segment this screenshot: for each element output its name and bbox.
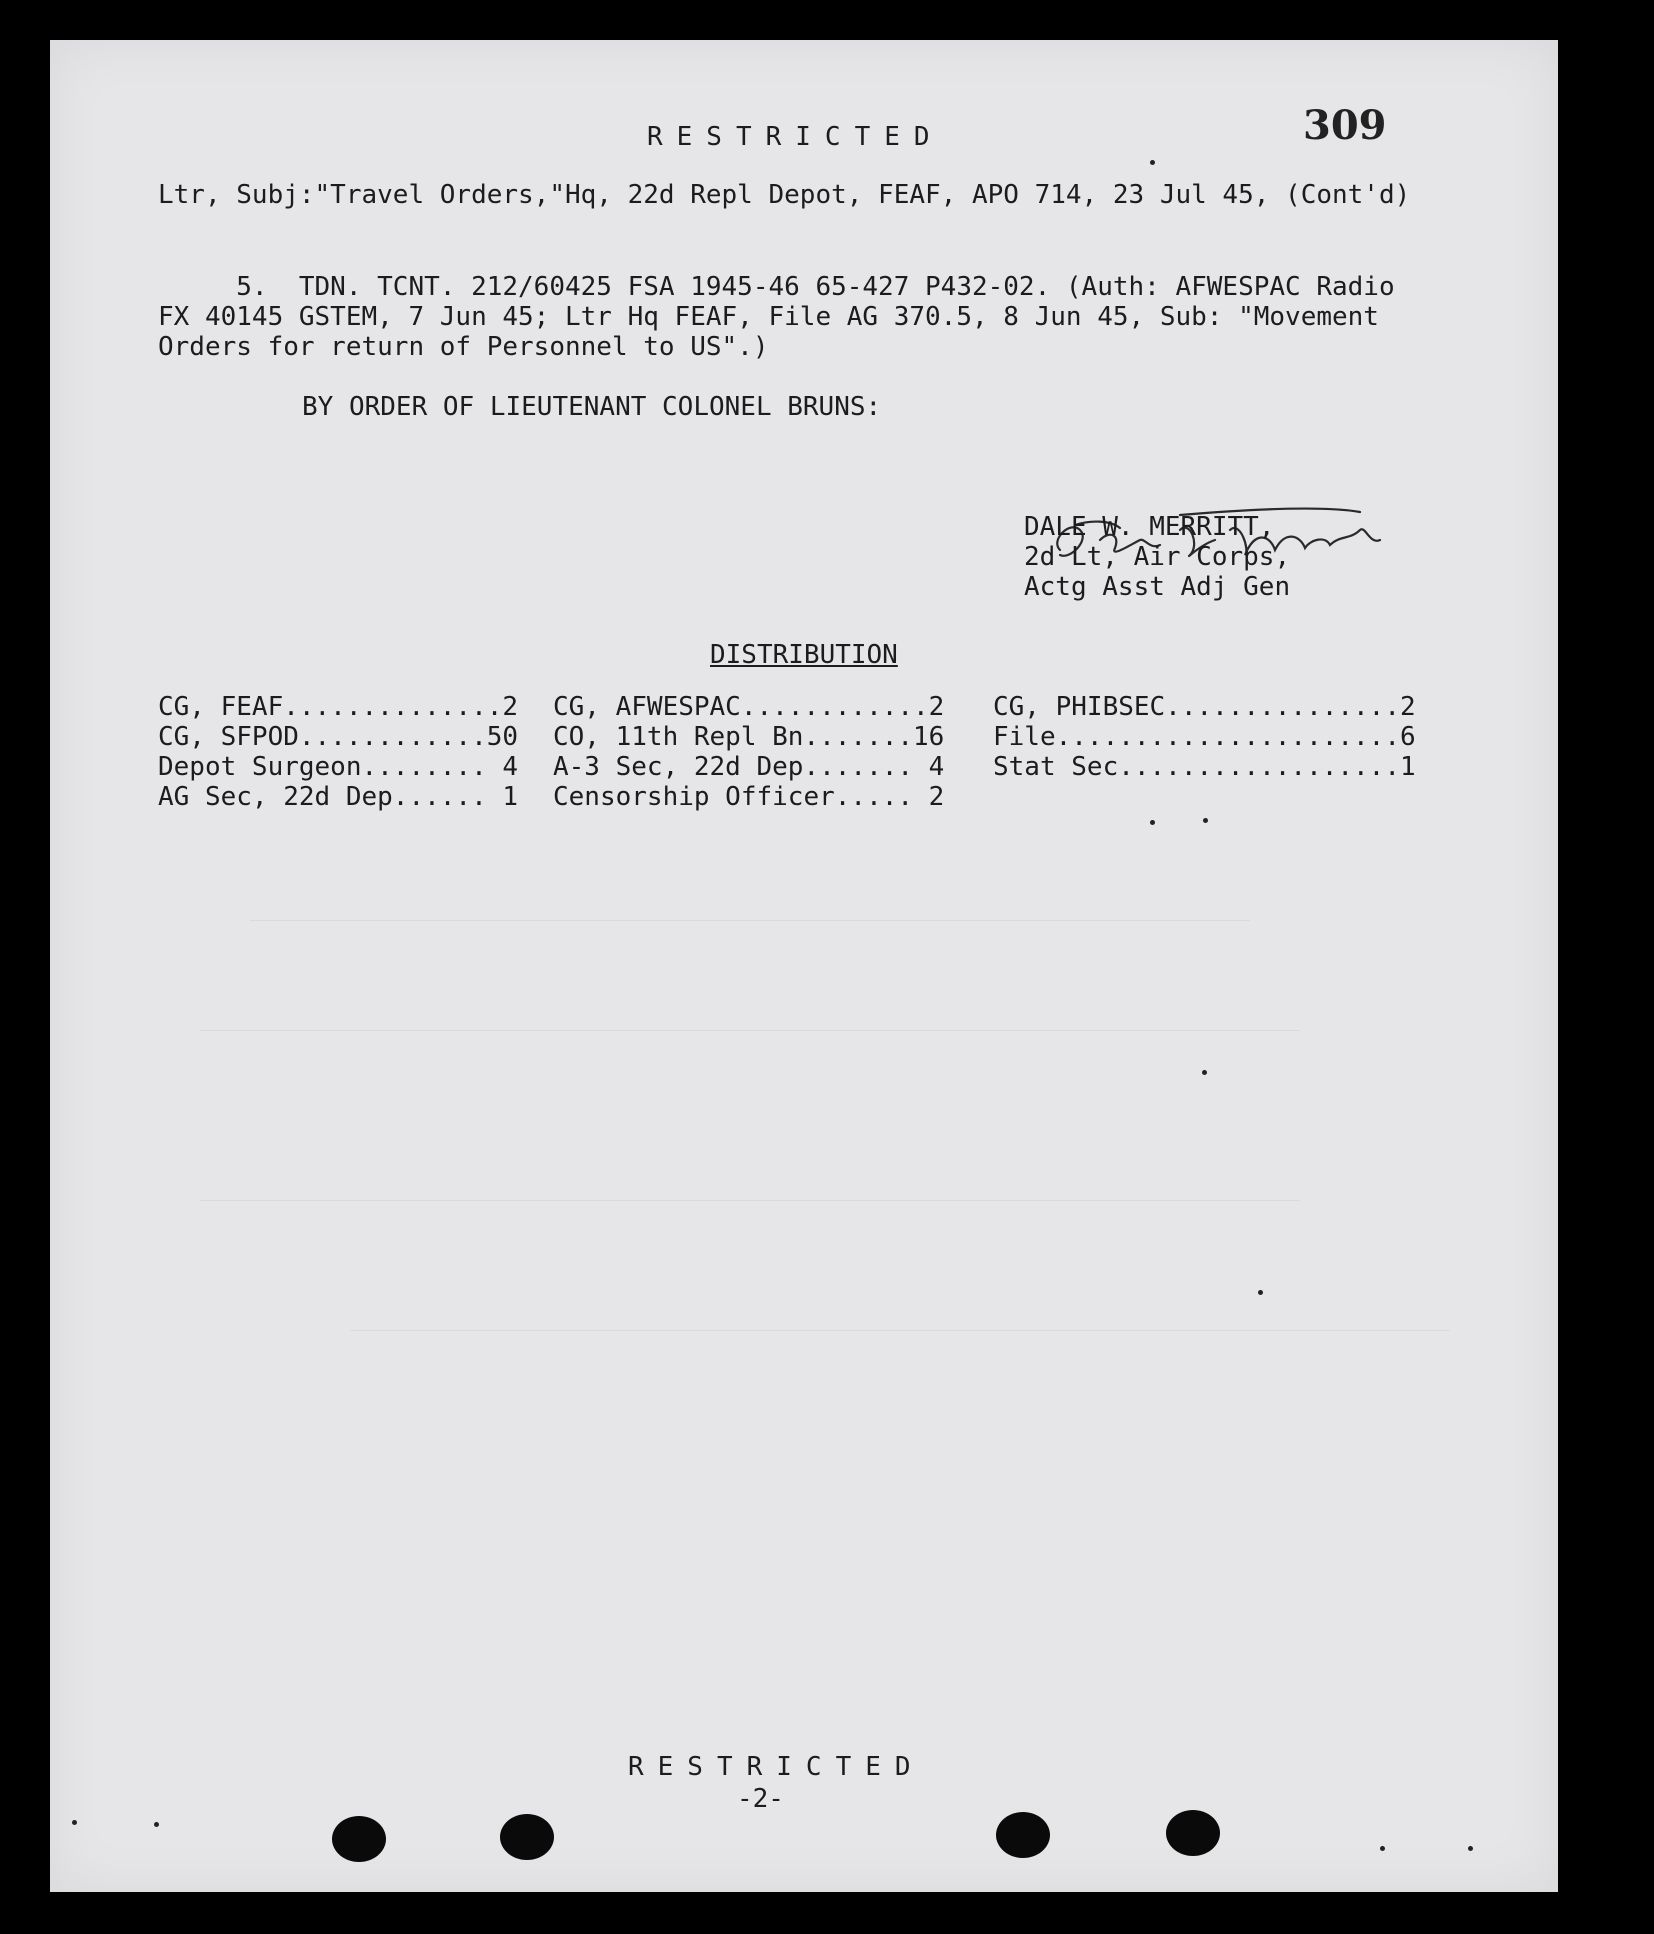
dust-speck bbox=[1150, 160, 1155, 165]
signer-name: DALE W. MERRITT, bbox=[1024, 512, 1275, 542]
distribution-heading: DISTRIBUTION bbox=[710, 640, 898, 670]
distribution-item: File......................6 bbox=[993, 722, 1416, 752]
footer-page-number: -2- bbox=[737, 1784, 784, 1814]
distribution-item: CO, 11th Repl Bn.......16 bbox=[553, 722, 945, 752]
bleed-through-line bbox=[200, 1200, 1300, 1201]
signer-rank: 2d Lt, Air Corps, bbox=[1024, 542, 1291, 572]
distribution-item: CG, SFPOD............50 bbox=[158, 722, 519, 752]
order-line: BY ORDER OF LIEUTENANT COLONEL BRUNS: bbox=[302, 392, 882, 422]
dust-speck bbox=[1202, 1070, 1207, 1075]
dust-speck bbox=[1468, 1846, 1473, 1851]
paragraph-5-line-2: FX 40145 GSTEM, 7 Jun 45; Ltr Hq FEAF, File AG 370.5, 8 Jun 45, Sub: "Movement bbox=[158, 302, 1379, 332]
distribution-item: AG Sec, 22d Dep...... 1 bbox=[158, 782, 519, 812]
distribution-item: CG, AFWESPAC............2 bbox=[553, 692, 945, 722]
paragraph-5-line-1: 5. TDN. TCNT. 212/60425 FSA 1945-46 65-427 P432-02. (Auth: AFWESPAC Radio bbox=[158, 272, 1395, 302]
punch-hole bbox=[332, 1816, 386, 1862]
bleed-through-line bbox=[350, 1330, 1450, 1331]
subject-line: Ltr, Subj:"Travel Orders,"Hq, 22d Repl Depot, FEAF, APO 714, 23 Jul 45, (Cont'd) bbox=[158, 180, 1411, 210]
dust-speck bbox=[1150, 820, 1155, 825]
paragraph-5-line-3: Orders for return of Personnel to US".) bbox=[158, 332, 769, 362]
bleed-through-line bbox=[250, 920, 1250, 921]
distribution-item: CG, FEAF..............2 bbox=[158, 692, 519, 722]
distribution-item: Censorship Officer..... 2 bbox=[553, 782, 945, 812]
document-page bbox=[50, 40, 1558, 1892]
page-stamp-number: 309 bbox=[1303, 102, 1387, 149]
classification-footer: RESTRICTED bbox=[628, 1752, 925, 1782]
punch-hole bbox=[500, 1814, 554, 1860]
distribution-item: Depot Surgeon........ 4 bbox=[158, 752, 519, 782]
distribution-item: CG, PHIBSEC...............2 bbox=[993, 692, 1416, 722]
dust-speck bbox=[72, 1820, 77, 1825]
punch-hole bbox=[1166, 1810, 1220, 1856]
signer-title: Actg Asst Adj Gen bbox=[1024, 572, 1291, 602]
classification-header: RESTRICTED bbox=[647, 122, 944, 152]
dust-speck bbox=[1258, 1290, 1263, 1295]
dust-speck bbox=[1380, 1846, 1385, 1851]
distribution-item: Stat Sec..................1 bbox=[993, 752, 1416, 782]
dust-speck bbox=[154, 1822, 159, 1827]
distribution-item: A-3 Sec, 22d Dep....... 4 bbox=[553, 752, 945, 782]
punch-hole bbox=[996, 1812, 1050, 1858]
bleed-through-line bbox=[200, 1030, 1300, 1031]
dust-speck bbox=[1203, 818, 1208, 823]
